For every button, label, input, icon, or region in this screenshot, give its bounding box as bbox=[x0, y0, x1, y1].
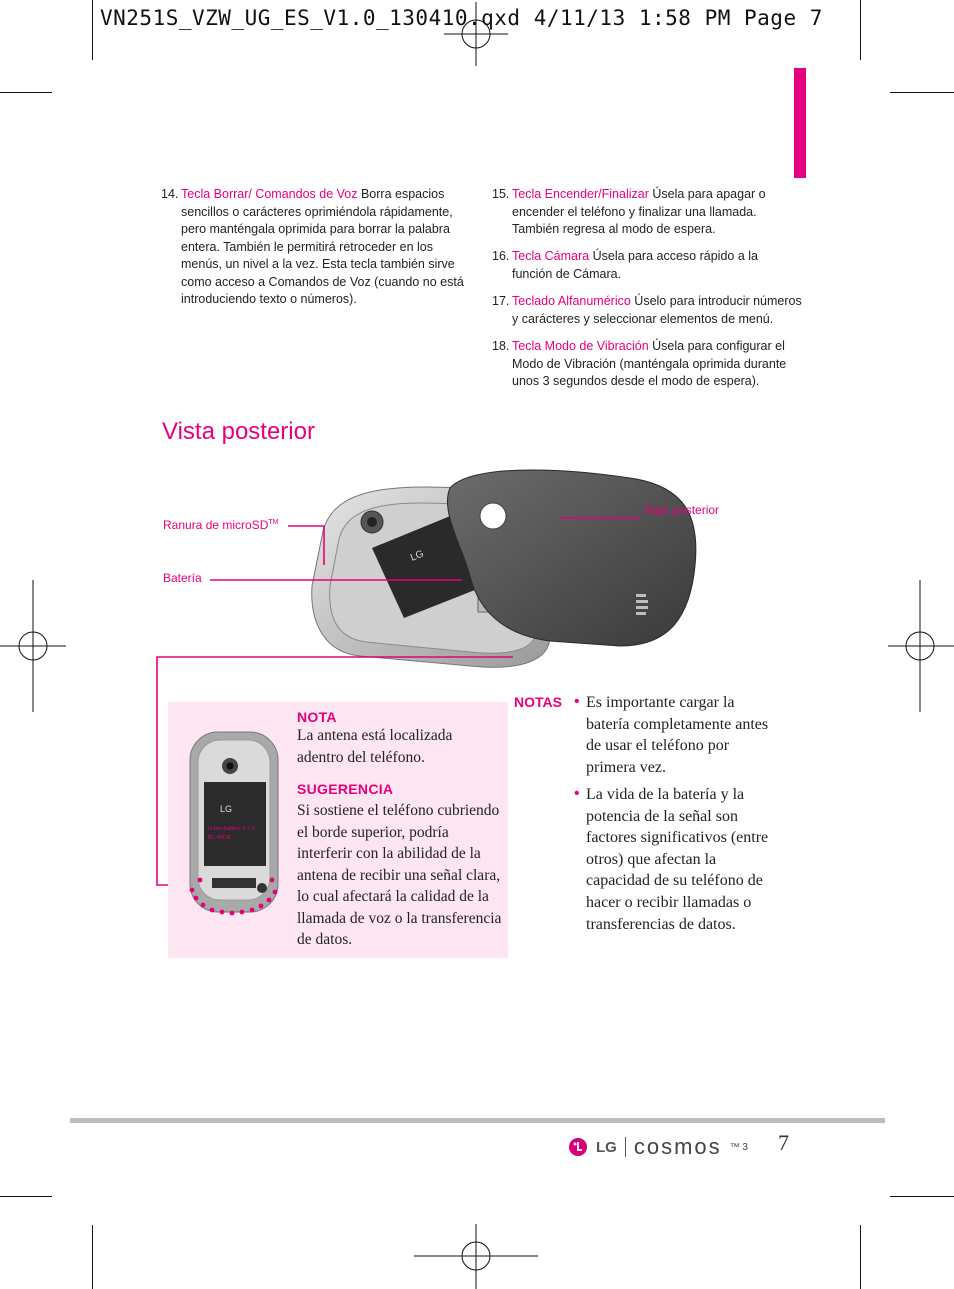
brand-logo-text: LG bbox=[596, 1138, 617, 1156]
key-text-line: Modo de Vibración (manténgala oprimida durante bbox=[512, 356, 787, 371]
photo-battery-label: Li-Ion Battery 3.7 V bbox=[208, 826, 256, 832]
bullet-1: • bbox=[574, 693, 580, 710]
text-line: adentro del teléfono. bbox=[297, 748, 425, 766]
note-box bbox=[168, 702, 508, 958]
text-line: antena de recibir una señal clara, bbox=[297, 866, 501, 884]
text-line: de usar el teléfono por bbox=[586, 737, 730, 755]
key-text-line: Úsela para apagar o bbox=[648, 187, 766, 201]
notes-label: NOTAS bbox=[514, 694, 562, 710]
footer-brand bbox=[568, 1132, 748, 1162]
note-item-1 bbox=[586, 692, 796, 778]
text-line: Si sostiene el teléfono cubriendo bbox=[297, 802, 500, 819]
key-text-line: como acceso a Comandos de Voz (cuando no está bbox=[181, 274, 464, 289]
brand-divider bbox=[625, 1137, 626, 1157]
callout-back-cover: Tapa posterior bbox=[643, 503, 720, 517]
key-text-line: introduciendo texto o números). bbox=[181, 292, 357, 306]
text-line: capacidad de su teléfono de bbox=[586, 872, 763, 890]
note-item-2 bbox=[586, 784, 796, 935]
key-text-line: entera. También le permitirá retroceder en los bbox=[181, 239, 433, 254]
key-text-line: Úsela para configurar el bbox=[648, 339, 785, 353]
print-header: VN251S_VZW_UG_ES_V1.0_130410.qxd 4/11/13 1:58 PM Page 7 bbox=[100, 6, 823, 30]
key-text-line: sencillos o carácteres oprimiéndola rápidamente, bbox=[181, 204, 453, 219]
text-line: potencia de la señal son bbox=[586, 807, 738, 825]
product-name: cosmos bbox=[633, 1134, 722, 1159]
item-number: 18. bbox=[492, 339, 510, 353]
text-line: batería completamente antes bbox=[586, 715, 769, 733]
item-number: 17. bbox=[492, 294, 510, 308]
text-line: llamada de voz o la transferencia bbox=[297, 909, 502, 927]
item-number: 15. bbox=[492, 187, 510, 201]
product-suffix: ™ 3 bbox=[729, 1141, 748, 1153]
text-line: La antena está localizada bbox=[297, 727, 453, 744]
key-text-line: También regresa al modo de espera. bbox=[512, 222, 716, 236]
text-line: hacer o recibir llamadas o bbox=[586, 893, 752, 911]
tip-text bbox=[297, 800, 507, 951]
lg-logo-icon bbox=[568, 1137, 588, 1157]
text-line: de datos. bbox=[297, 931, 353, 948]
key-text-line: y carácteres y seleccionar elementos de menú. bbox=[512, 311, 774, 326]
item-number: 16. bbox=[492, 249, 510, 263]
tip-heading: SUGERENCIA bbox=[297, 781, 394, 797]
footer-rule bbox=[70, 1118, 885, 1123]
page-number: 7 bbox=[778, 1130, 789, 1155]
note-text bbox=[297, 725, 507, 768]
key-term: Tecla Encender/Finalizar bbox=[512, 187, 649, 201]
text-line: transferencias de datos. bbox=[586, 915, 736, 933]
key-term: Tecla Borrar/ Comandos de Voz bbox=[181, 187, 358, 201]
key-text-line: función de Cámara. bbox=[512, 266, 622, 281]
text-line: Es importante cargar la bbox=[586, 694, 735, 711]
key-term: Tecla Cámara bbox=[512, 249, 590, 263]
key-text-line: Úsela para acceso rápido a la bbox=[589, 249, 758, 263]
text-line: La vida de la batería y la bbox=[586, 786, 745, 803]
note-heading: NOTA bbox=[297, 709, 337, 725]
text-line: interferir con la abilidad de la bbox=[297, 845, 481, 862]
callout-battery: Batería bbox=[163, 571, 202, 585]
key-text-line: menús, un nivel a la vez. Esta tecla también sirve bbox=[181, 257, 455, 271]
item-number: 14. bbox=[161, 187, 179, 201]
phone-antenna-photo bbox=[178, 726, 293, 921]
text-line: otros) que afectan la bbox=[586, 850, 717, 868]
key-text-line: pero manténgala oprimida para borrar la palabra bbox=[181, 222, 450, 236]
key-term: Tecla Modo de Vibración bbox=[512, 339, 649, 353]
photo-battery-model: BL-46CN bbox=[208, 835, 231, 841]
key-text-line: Borra espacios bbox=[357, 187, 445, 201]
key-text-line: unos 3 segundos desde el modo de espera). bbox=[512, 374, 760, 388]
photo-battery-logo: LG bbox=[220, 804, 233, 814]
callout-microsd: Ranura de microSD™ bbox=[163, 518, 279, 532]
key-text-line: Úselo para introducir números bbox=[630, 294, 802, 308]
text-line: lo cual afectará la calidad de la bbox=[297, 888, 489, 905]
key-text-line: encender el teléfono y finalizar una llamada. bbox=[512, 204, 757, 219]
text-line: factores significativos (entre bbox=[586, 829, 769, 847]
text-line: el borde superior, podría bbox=[297, 823, 449, 841]
bullet-2: • bbox=[574, 785, 580, 802]
phone-battery-logo: LG bbox=[409, 548, 426, 564]
key-term: Teclado Alfanumérico bbox=[512, 294, 631, 308]
text-line: primera vez. bbox=[586, 758, 666, 776]
section-title: Vista posterior bbox=[162, 418, 315, 445]
